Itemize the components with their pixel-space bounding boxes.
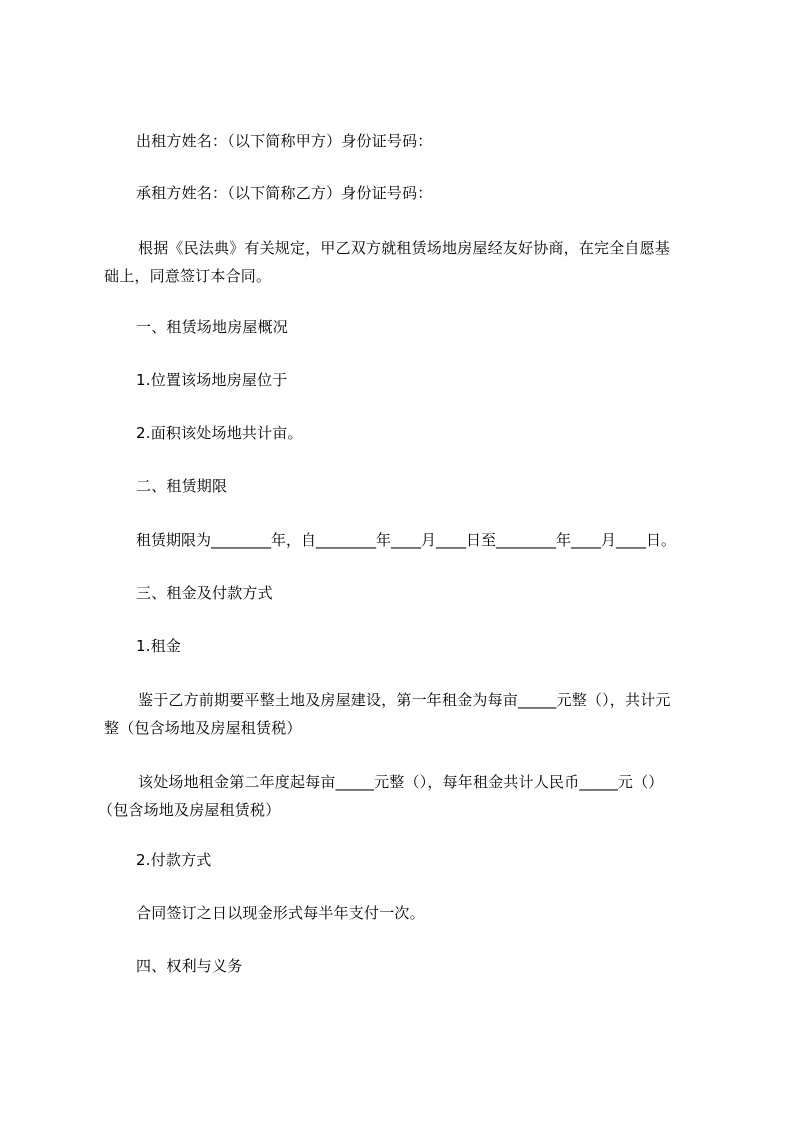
rent-year1-paragraph [104,686,671,742]
payment-text: 合同签订之日以现金形式每半年支付一次。 [136,904,425,922]
section-2-title: 二、租赁期限 [136,477,228,495]
item-area: 2.面积该处场地共计亩。 [136,424,303,442]
intro-line-2: 础上，同意签订本合同。 [104,267,272,285]
rent-year2-line-2: （包含场地及房屋租赁税） [98,801,281,819]
intro-paragraph [104,234,670,290]
lessee-line: 承租方姓名：（以下简称乙方）身份证号码： [136,184,433,202]
lease-term: 租赁期限为________年，自________年____月____日至________年____月____日。 [136,531,677,549]
section-1-title: 一、租赁场地房屋概况 [136,318,289,336]
item-location: 1.位置该场地房屋位于 [136,371,288,389]
intro-line-1: 根据《民法典》有关规定，甲乙双方就租赁场地房屋经友好协商，在完全自愿基 [138,239,671,257]
rent-year1-line-2: 整（包含场地及房屋租赁税） [104,719,302,737]
payment-heading: 2.付款方式 [136,851,212,869]
rent-year2-paragraph [98,768,664,824]
section-3-title: 三、租金及付款方式 [136,584,273,602]
lessor-line: 出租方姓名：（以下简称甲方）身份证号码： [136,132,433,150]
rent-year1-line-1: 鉴于乙方前期要平整土地及房屋建设，第一年租金为每亩_____元整（），共计元 [138,691,671,709]
section-4-title: 四、权利与义务 [136,957,243,975]
rent-year2-line-1: 该处场地租金第二年度起每亩_____元整（），每年租金共计人民币_____元（） [138,773,664,791]
rent-heading: 1.租金 [136,637,182,655]
